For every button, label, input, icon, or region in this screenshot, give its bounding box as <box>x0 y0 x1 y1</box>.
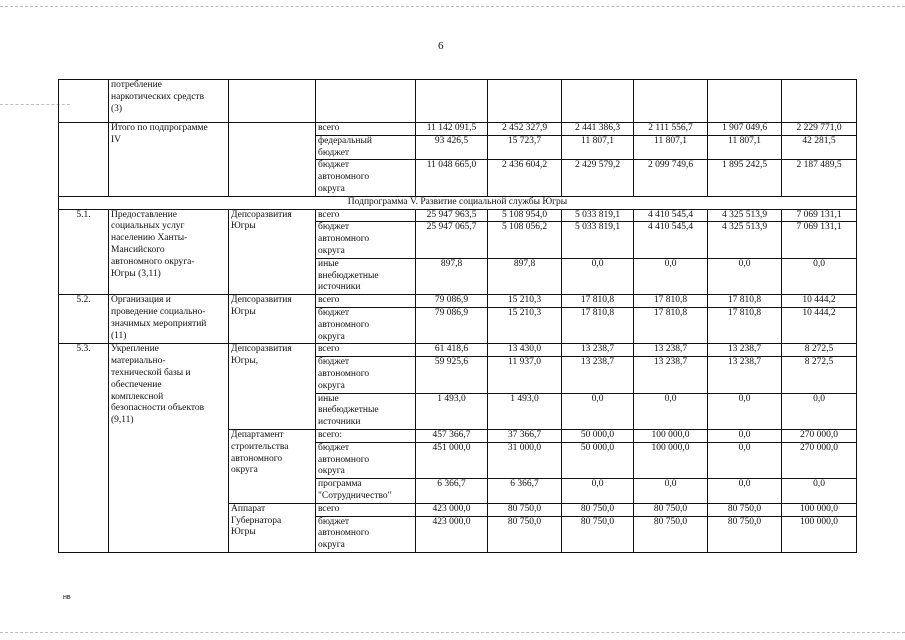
amount-cell: 1 493,0 <box>416 393 488 429</box>
amount-cell: 0,0 <box>782 479 857 504</box>
source-label: бюджет автономного округа <box>316 516 416 552</box>
amount-cell: 42 281,5 <box>782 135 857 160</box>
item-name-cell: потребление наркотических средств (3) <box>109 80 229 123</box>
amount-cell: 25 947 963,5 <box>416 209 488 222</box>
amount-cell: 31 000,0 <box>488 442 562 478</box>
amount-cell: 4 325 513,9 <box>708 222 782 258</box>
amount-cell: 13 430,0 <box>488 344 562 357</box>
amount-cell: 0,0 <box>562 479 634 504</box>
amount-cell: 897,8 <box>488 258 562 294</box>
executor-cell: Депсоразвития Югры, <box>229 344 316 430</box>
amount-cell <box>488 80 562 123</box>
source-label: федеральный бюджет <box>316 135 416 160</box>
amount-cell: 80 750,0 <box>488 516 562 552</box>
item-name-cell: Организация и проведение социально- значимых мероприятий (11) <box>109 295 229 344</box>
item-name-cell: Итого по подпрограмме IV <box>109 123 229 197</box>
amount-cell <box>562 80 634 123</box>
amount-cell: 2 429 579,2 <box>562 160 634 196</box>
executor-cell: Департамент строительства автономного округа <box>229 429 316 503</box>
item-number: 5.3. <box>59 344 109 553</box>
num-cell <box>59 123 109 197</box>
amount-cell: 37 366,7 <box>488 429 562 442</box>
amount-cell: 8 272,5 <box>782 344 857 357</box>
amount-cell: 50 000,0 <box>562 429 634 442</box>
amount-cell: 7 069 131,1 <box>782 209 857 222</box>
amount-cell: 423 000,0 <box>416 516 488 552</box>
amount-cell: 80 750,0 <box>708 503 782 516</box>
source-label: всего <box>316 295 416 308</box>
page-number: 6 <box>438 40 444 52</box>
amount-cell: 61 418,6 <box>416 344 488 357</box>
amount-cell: 270 000,0 <box>782 442 857 478</box>
amount-cell: 25 947 065,7 <box>416 222 488 258</box>
amount-cell: 2 099 749,6 <box>634 160 708 196</box>
amount-cell: 15 723,7 <box>488 135 562 160</box>
amount-cell: 93 426,5 <box>416 135 488 160</box>
amount-cell: 0,0 <box>634 393 708 429</box>
amount-cell: 17 810,8 <box>634 307 708 343</box>
amount-cell: 13 238,7 <box>634 344 708 357</box>
amount-cell: 80 750,0 <box>562 503 634 516</box>
amount-cell: 1 907 049,6 <box>708 123 782 136</box>
amount-cell: 13 238,7 <box>562 357 634 393</box>
source-label: всего <box>316 209 416 222</box>
table-row <box>59 209 857 222</box>
amount-cell: 11 048 665,0 <box>416 160 488 196</box>
amount-cell: 2 441 386,3 <box>562 123 634 136</box>
amount-cell: 0,0 <box>708 442 782 478</box>
amount-cell: 80 750,0 <box>634 503 708 516</box>
amount-cell: 5 033 819,1 <box>562 209 634 222</box>
amount-cell: 0,0 <box>634 479 708 504</box>
amount-cell: 457 366,7 <box>416 429 488 442</box>
executor-cell: Аппарат Губернатора Югры <box>229 503 316 552</box>
amount-cell: 11 807,1 <box>634 135 708 160</box>
amount-cell: 7 069 131,1 <box>782 222 857 258</box>
amount-cell: 80 750,0 <box>488 503 562 516</box>
amount-cell: 2 452 327,9 <box>488 123 562 136</box>
source-label: бюджет автономного округа <box>316 442 416 478</box>
amount-cell: 13 238,7 <box>562 344 634 357</box>
amount-cell: 10 444,2 <box>782 295 857 308</box>
amount-cell: 10 444,2 <box>782 307 857 343</box>
amount-cell: 8 272,5 <box>782 357 857 393</box>
amount-cell: 0,0 <box>708 258 782 294</box>
amount-cell: 0,0 <box>562 258 634 294</box>
amount-cell: 79 086,9 <box>416 307 488 343</box>
table-row <box>59 295 857 308</box>
amount-cell: 17 810,8 <box>708 307 782 343</box>
item-name-cell: Укрепление материально- технической базы и обеспечение комплексной безопасности объектов (9,11) <box>109 344 229 553</box>
amount-cell: 0,0 <box>708 393 782 429</box>
amount-cell: 13 238,7 <box>634 357 708 393</box>
amount-cell: 0,0 <box>562 393 634 429</box>
amount-cell: 100 000,0 <box>782 516 857 552</box>
amount-cell: 5 108 056,2 <box>488 222 562 258</box>
amount-cell: 0,0 <box>782 393 857 429</box>
amount-cell: 2 111 556,7 <box>634 123 708 136</box>
subprogram-title: Подпрограмма V. Развитие социальной службы Югры <box>59 196 857 209</box>
amount-cell: 100 000,0 <box>634 429 708 442</box>
amount-cell: 15 210,3 <box>488 307 562 343</box>
amount-cell: 100 000,0 <box>782 503 857 516</box>
table-row <box>59 344 857 357</box>
amount-cell: 0,0 <box>634 258 708 294</box>
amount-cell: 451 000,0 <box>416 442 488 478</box>
amount-cell: 2 436 604,2 <box>488 160 562 196</box>
amount-cell: 17 810,8 <box>634 295 708 308</box>
item-number: 5.2. <box>59 295 109 344</box>
executor-cell <box>229 123 316 197</box>
amount-cell: 270 000,0 <box>782 429 857 442</box>
amount-cell: 0,0 <box>782 258 857 294</box>
amount-cell: 11 142 091,5 <box>416 123 488 136</box>
table-row <box>59 123 857 136</box>
amount-cell: 13 238,7 <box>708 357 782 393</box>
amount-cell: 17 810,8 <box>562 307 634 343</box>
amount-cell: 0,0 <box>708 429 782 442</box>
amount-cell: 80 750,0 <box>634 516 708 552</box>
table-row <box>59 80 857 123</box>
source-label: программа "Сотрудничество" <box>316 479 416 504</box>
amount-cell: 5 108 954,0 <box>488 209 562 222</box>
source-label: бюджет автономного округа <box>316 307 416 343</box>
amount-cell <box>708 80 782 123</box>
amount-cell: 100 000,0 <box>634 442 708 478</box>
amount-cell: 17 810,8 <box>562 295 634 308</box>
source-label: всего: <box>316 429 416 442</box>
amount-cell: 79 086,9 <box>416 295 488 308</box>
amount-cell: 15 210,3 <box>488 295 562 308</box>
source-label: бюджет автономного округа <box>316 222 416 258</box>
amount-cell: 80 750,0 <box>708 516 782 552</box>
amount-cell: 11 937,0 <box>488 357 562 393</box>
source-label: иные внебюджетные источники <box>316 393 416 429</box>
executor-cell <box>229 80 316 123</box>
amount-cell: 11 807,1 <box>708 135 782 160</box>
amount-cell: 4 410 545,4 <box>634 209 708 222</box>
amount-cell: 423 000,0 <box>416 503 488 516</box>
item-number: 5.1. <box>59 209 109 295</box>
amount-cell: 13 238,7 <box>708 344 782 357</box>
amount-cell: 2 229 771,0 <box>782 123 857 136</box>
amount-cell <box>634 80 708 123</box>
amount-cell: 17 810,8 <box>708 295 782 308</box>
budget-table <box>58 79 857 553</box>
amount-cell: 1 493,0 <box>488 393 562 429</box>
amount-cell: 1 895 242,5 <box>708 160 782 196</box>
source-label: всего <box>316 344 416 357</box>
amount-cell: 0,0 <box>708 479 782 504</box>
source-label: всего <box>316 503 416 516</box>
source-cell <box>316 80 416 123</box>
amount-cell: 50 000,0 <box>562 442 634 478</box>
corner-mark: нв <box>63 594 71 601</box>
amount-cell: 2 187 489,5 <box>782 160 857 196</box>
num-cell <box>59 80 109 123</box>
executor-cell: Депсоразвития Югры <box>229 209 316 295</box>
amount-cell <box>782 80 857 123</box>
amount-cell: 59 925,6 <box>416 357 488 393</box>
amount-cell: 80 750,0 <box>562 516 634 552</box>
amount-cell: 6 366,7 <box>416 479 488 504</box>
item-name-cell: Предоставление социальных услуг населению Ханты- Мансийского автономного округа- Югры (3,11) <box>109 209 229 295</box>
amount-cell: 897,8 <box>416 258 488 294</box>
table-row <box>59 196 857 209</box>
amount-cell: 6 366,7 <box>488 479 562 504</box>
amount-cell <box>416 80 488 123</box>
amount-cell: 4 325 513,9 <box>708 209 782 222</box>
amount-cell: 11 807,1 <box>562 135 634 160</box>
source-label: иные внебюджетные источники <box>316 258 416 294</box>
source-label: бюджет автономного округа <box>316 357 416 393</box>
source-label: всего <box>316 123 416 136</box>
amount-cell: 5 033 819,1 <box>562 222 634 258</box>
source-label: бюджет автономного округа <box>316 160 416 196</box>
amount-cell: 4 410 545,4 <box>634 222 708 258</box>
executor-cell: Депсоразвития Югры <box>229 295 316 344</box>
